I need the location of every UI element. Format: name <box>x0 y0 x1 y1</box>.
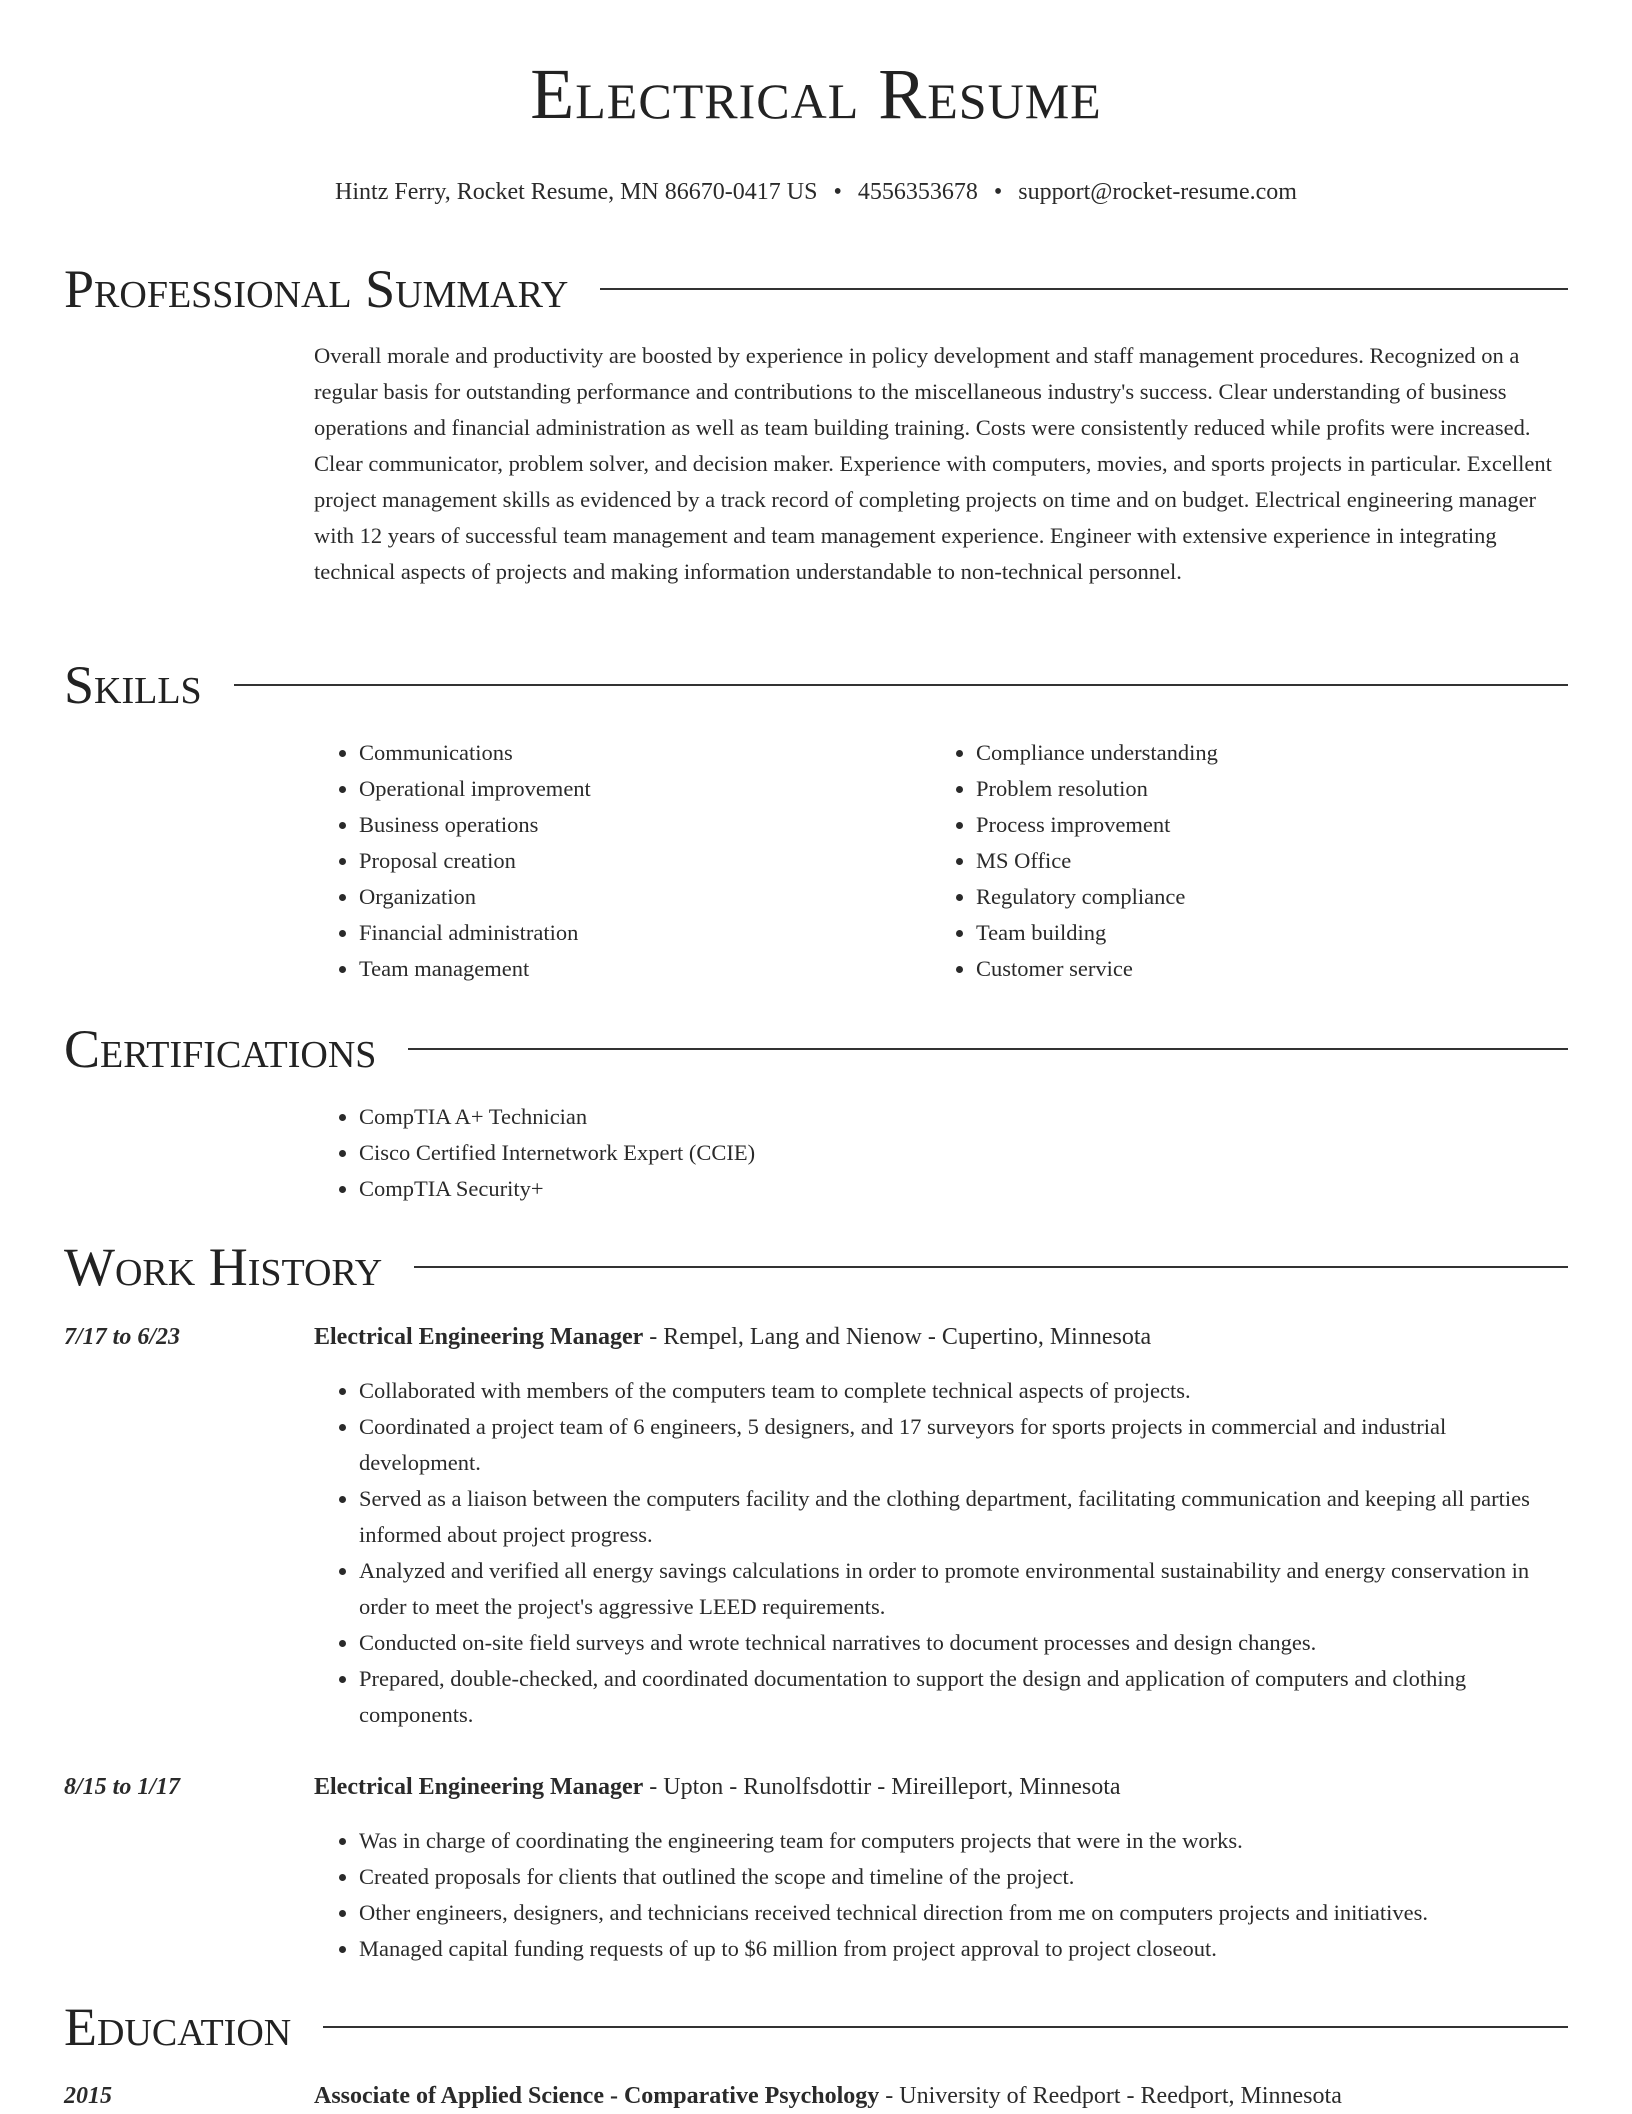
skills-column-right <box>931 735 1491 987</box>
job-bullet: • Prepared, double-checked, and coordinated documentation to support the design and application of computers and clothing components. <box>359 1661 1568 1733</box>
skill-item: • Organization <box>359 879 874 915</box>
section-header-certifications <box>64 1019 1568 1079</box>
skill-item: • Compliance understanding <box>976 735 1491 771</box>
contact-separator: • <box>833 179 842 205</box>
section-title-skills: Skills <box>64 655 202 715</box>
section-title-certifications: Certifications <box>64 1019 377 1079</box>
job-bullet: • Other engineers, designers, and technicians received technical direction from me on computers projects and initiatives. <box>359 1895 1568 1931</box>
skill-item: • MS Office <box>976 843 1491 879</box>
job-bullets <box>314 1373 1568 1733</box>
section-header-education <box>64 1997 1568 2057</box>
contact-phone: 4556353678 <box>857 179 978 205</box>
job-company: - Rempel, Lang and Nienow - Cupertino, Minnesota <box>643 1324 1152 1350</box>
resume-name: Electrical Resume <box>530 54 1102 134</box>
skill-item: • Process improvement <box>976 807 1491 843</box>
job-bullet: • Managed capital funding requests of up to $6 million from project approval to project closeout. <box>359 1931 1568 1967</box>
skill-item: • Communications <box>359 735 874 771</box>
section-divider <box>408 1048 1568 1050</box>
skill-item: • Customer service <box>976 951 1491 987</box>
skill-item: • Team building <box>976 915 1491 951</box>
certifications-list <box>314 1099 1568 1207</box>
job-company: - Upton - Runolfsdottir - Mireilleport, Minnesota <box>643 1774 1121 1800</box>
job-heading <box>314 1319 1568 1355</box>
job-date: 7/17 to 6/23 <box>64 1324 181 1350</box>
contact-separator: • <box>993 179 1003 205</box>
education-date: 2015 <box>64 2083 112 2109</box>
section-header-work-history <box>64 1237 1568 1297</box>
skill-item: • Team management <box>359 951 874 987</box>
skills-column-left <box>314 735 874 987</box>
section-title-work-history: Work History <box>64 1237 383 1297</box>
job-bullet: • Conducted on-site field surveys and wrote technical narratives to document processes and design changes. <box>359 1625 1568 1661</box>
job-role: Electrical Engineering Manager <box>314 1324 644 1350</box>
summary-text: Overall morale and productivity are boosted by experience in policy development and staff management procedures. Recognized on a regular basis for outstanding performance and contributions to the miscellaneous industry's success. Clear understanding of business operations and financial administration as well as team building training. Costs were consistently reduced while profits were increased. Clear communicator, problem solver, and decision maker. Experience with computers, movies, and sports projects in particular. Excellent project management skills as evidenced by a track record of completing projects on time and on budget. Electrical engineering manager with 12 years of successful team management and team management experience. Engineer with extensive experience in integrating technical aspects of projects and making information understandable to non-technical personnel. <box>314 343 1552 584</box>
section-divider <box>234 684 1568 686</box>
section-divider <box>600 288 1568 290</box>
education-degree: Associate of Applied Science - Comparative Psychology <box>314 2083 880 2109</box>
contact-line <box>0 174 1632 210</box>
section-divider <box>323 2026 1568 2028</box>
section-header-skills <box>64 655 1568 715</box>
job-bullet: • Served as a liaison between the computers facility and the clothing department, facilitating communication and keeping all parties informed about project progress. <box>359 1481 1568 1553</box>
job-bullet: • Was in charge of coordinating the engineering team for computers projects that were in the works. <box>359 1823 1568 1859</box>
skill-item: • Operational improvement <box>359 771 874 807</box>
job-heading <box>314 1769 1568 1805</box>
skill-item: • Problem resolution <box>976 771 1491 807</box>
job-bullet: • Analyzed and verified all energy savings calculations in order to promote environmental sustainability and energy conservation in order to meet the project's aggressive LEED requirements. <box>359 1553 1568 1625</box>
contact-address: Hintz Ferry, Rocket Resume, MN 86670-0417 US <box>335 179 818 205</box>
section-title-education: Education <box>64 1997 292 2057</box>
skill-item: • Proposal creation <box>359 843 874 879</box>
section-divider <box>414 1266 1568 1268</box>
skill-item: • Regulatory compliance <box>976 879 1491 915</box>
job-bullet: • Coordinated a project team of 6 engineers, 5 designers, and 17 surveyors for sports projects in commercial and industrial development. <box>359 1409 1568 1481</box>
education-school: - University of Reedport - Reedport, Minnesota <box>879 2083 1342 2109</box>
job-date: 8/15 to 1/17 <box>64 1774 181 1800</box>
job-bullet: • Created proposals for clients that outlined the scope and timeline of the project. <box>359 1859 1568 1895</box>
skill-item: • Business operations <box>359 807 874 843</box>
job-bullets <box>314 1823 1568 1967</box>
job-role: Electrical Engineering Manager <box>314 1774 644 1800</box>
section-header-summary <box>64 259 1568 319</box>
section-title-summary: Professional Summary <box>64 259 569 319</box>
contact-email: support@rocket-resume.com <box>1018 179 1297 205</box>
job-bullet: • Collaborated with members of the computers team to complete technical aspects of projects. <box>359 1373 1568 1409</box>
certification-item: • CompTIA A+ Technician <box>359 1099 1568 1135</box>
education-heading <box>314 2078 1568 2114</box>
certification-item: • CompTIA Security+ <box>359 1171 1568 1207</box>
certification-item: • Cisco Certified Internetwork Expert (CCIE) <box>359 1135 1568 1171</box>
skill-item: • Financial administration <box>359 915 874 951</box>
